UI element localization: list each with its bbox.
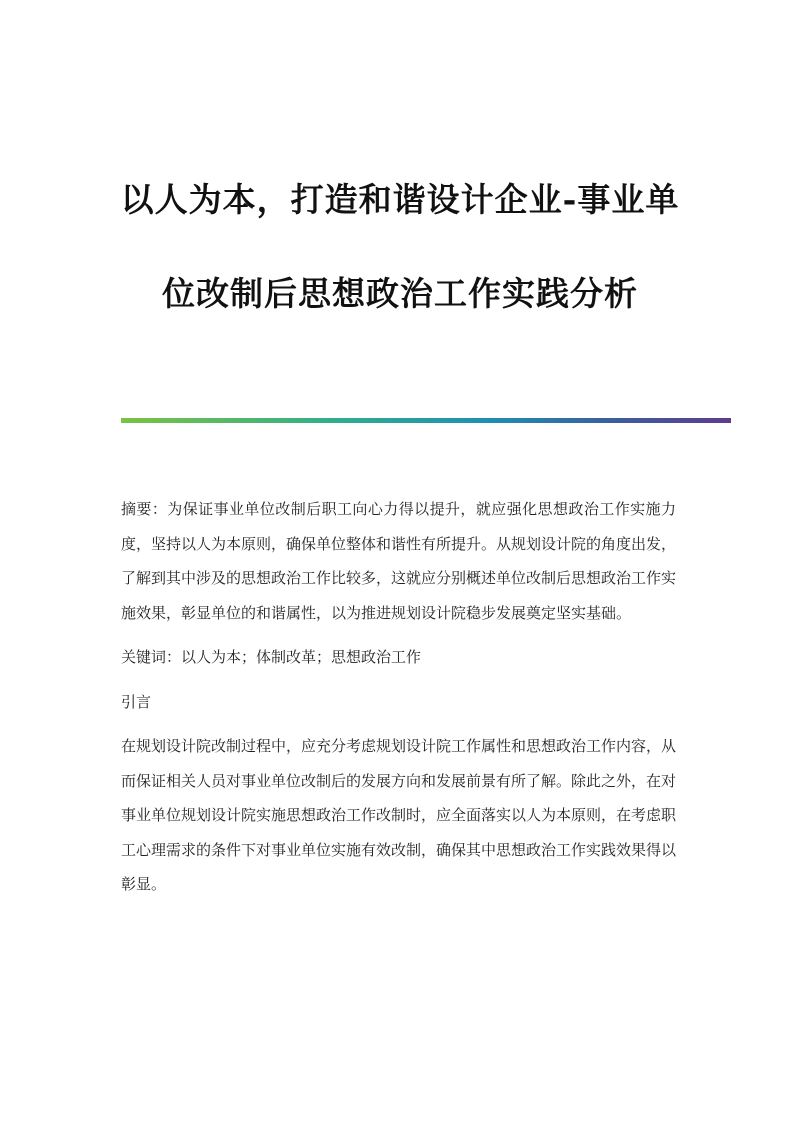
title-line-2: 位改制后思想政治工作实践分析: [162, 274, 638, 313]
document-body: [121, 492, 676, 902]
intro-paragraph: 在规划设计院改制过程中，应充分考虑规划设计院工作属性和思想政治工作内容，从而保证相关人员对事业单位改制后的发展方向和发展前景有所了解。除此之外，在对事业单位规划设计院实施思想政治工作改制时，应全面落实以人为本原则，在考虑职工心理需求的条件下对事业单位实施有效改制，确保其中思想政治工作实践效果得以彰显。: [121, 737, 677, 893]
section-heading: 引言: [121, 692, 152, 711]
title-line-1: 以人为本，打造和谐设计企业-事业单: [120, 180, 680, 219]
document-title: [100, 178, 700, 316]
title-divider: [121, 418, 731, 423]
keywords-line: 关键词：以人为本；体制改革；思想政治工作: [121, 648, 422, 666]
abstract-paragraph: 摘要：为保证事业单位改制后职工向心力得以提升，就应强化思想政治工作实施力度，坚持以人为本原则，确保单位整体和谐性有所提升。从规划设计院的角度出发，了解到其中涉及的思想政治工作比较多，这就应分别概述单位改制后思想政治工作实施效果，彰显单位的和谐属性，以为推进规划设计院稳步发展奠定坚实基础。: [121, 500, 677, 622]
